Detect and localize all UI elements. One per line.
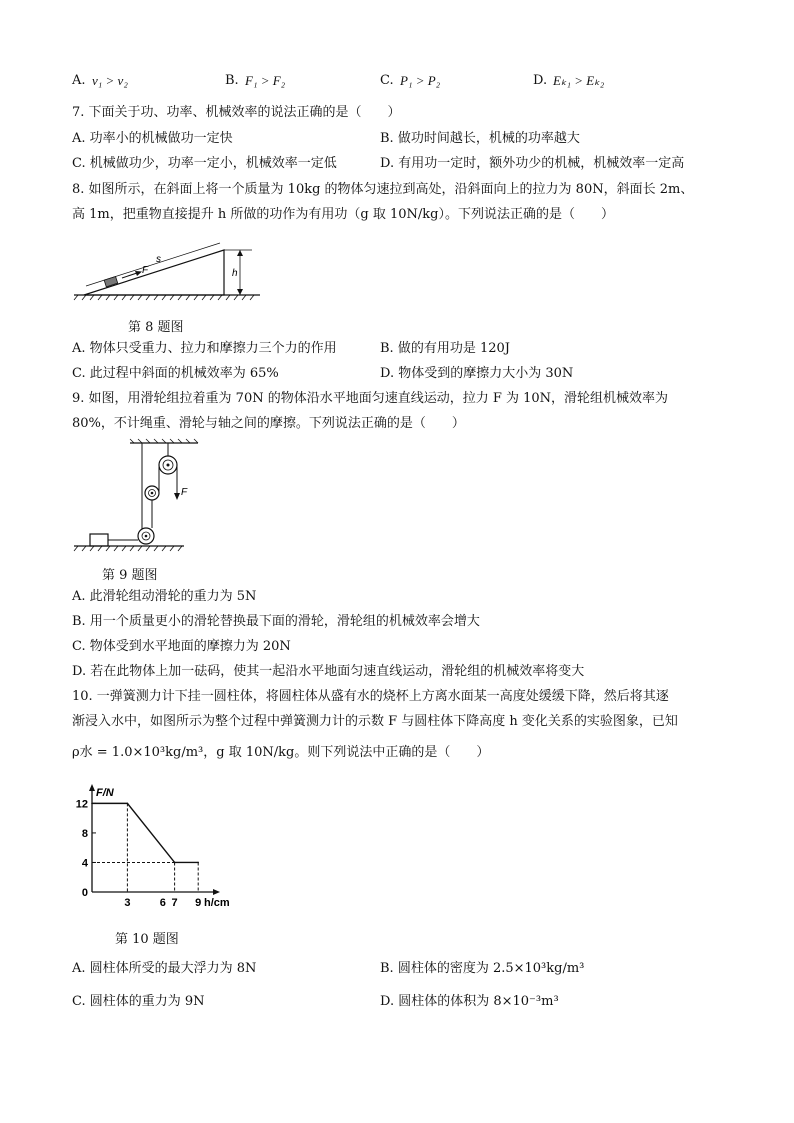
x-tick-label: 9 <box>195 897 202 909</box>
q6-option-d-text: Eₖ₁ > Eₖ₂ <box>553 73 605 88</box>
q8-option-c: C. 此过程中斜面的机械效率为 65% <box>72 366 279 381</box>
force-data-point <box>91 803 93 805</box>
x-axis-arrow <box>213 889 220 895</box>
q9-option-b: B. 用一个质量更小的滑轮替换最下面的滑轮，滑轮组的机械效率会增大 <box>72 614 480 629</box>
q9-figure-caption: 第 9 题图 <box>102 568 158 583</box>
q8-option-d: D. 物体受到的摩擦力大小为 30N <box>380 366 574 381</box>
y-axis-arrow <box>89 784 95 791</box>
x-tick-label: 6 <box>159 897 166 909</box>
q6-option-a-text: v₁ > v₂ <box>92 73 128 88</box>
q7-option-c: C. 机械做功少，功率一定小，机械效率一定低 <box>72 156 337 171</box>
force-series-line <box>92 803 198 862</box>
y-tick-label: 4 <box>81 857 88 870</box>
incline-wedge <box>84 250 224 295</box>
q8-option-a: A. 物体只受重力、拉力和摩擦力三个力的作用 <box>72 341 337 356</box>
incline-figure <box>72 240 262 302</box>
q10-stem-line2: 渐浸入水中，如图所示为整个过程中弹簧测力计的示数 F 与圆柱体下降高度 h 变化关系的实验图象，已知 <box>72 714 678 729</box>
q6-option-c-text: P₁ > P₂ <box>400 73 441 88</box>
force-data-point <box>174 862 176 864</box>
force-data-point <box>127 803 129 805</box>
q6-option-b-text: F₁ > F₂ <box>245 73 286 88</box>
q7-option-d: D. 有用功一定时，额外功少的机械，机械效率一定高 <box>380 156 685 171</box>
y-tick-label: 8 <box>81 827 88 840</box>
incline-label-f: F <box>142 265 149 276</box>
y-axis-label: F/N <box>96 787 114 799</box>
incline-label-s: s <box>156 254 161 265</box>
q9-stem-line2: 80%，不计绳重、滑轮与轴之间的摩擦。下列说法正确的是（ ） <box>72 416 465 431</box>
pulley-label-f: F <box>181 487 188 498</box>
q8-figure-caption: 第 8 题图 <box>128 320 184 335</box>
q8-option-b: B. 做的有用功是 120J <box>380 341 510 356</box>
q9-stem-line1: 9. 如图，用滑轮组拉着重为 70N 的物体沿水平地面匀速直线运动，拉力 F 为 10N，滑轮组机械效率为 <box>72 391 669 406</box>
q9-option-a: A. 此滑轮组动滑轮的重力为 5N <box>72 589 257 604</box>
q7-stem: 7. 下面关于功、功率、机械效率的说法正确的是（ ） <box>72 105 401 120</box>
incline-label-h: h <box>232 268 238 279</box>
q8-stem-line1: 8. 如图所示，在斜面上将一个质量为 10kg 的物体匀速拉到高处，沿斜面向上的拉力为 80N，斜面长 2m、 <box>72 182 694 197</box>
q6-option-c: C. <box>380 73 394 88</box>
q6-option-a: A. <box>72 73 86 88</box>
q6-option-d: D. <box>533 73 548 88</box>
q7-option-a: A. 功率小的机械做功一定快 <box>72 131 233 146</box>
q10-option-c: C. 圆柱体的重力为 9N <box>72 994 205 1009</box>
x-tick-label: 7 <box>171 897 178 909</box>
q10-figure-caption: 第 10 题图 <box>115 932 179 947</box>
q10-stem-line3: ρ水 = 1.0×10³kg/m³，g 取 10N/kg。则下列说法中正确的是（ ） <box>72 745 490 760</box>
q10-option-b: B. 圆柱体的密度为 2.5×10³kg/m³ <box>380 961 585 976</box>
q9-option-d: D. 若在此物体上加一砝码，使其一起沿水平地面匀速直线运动，滑轮组的机械效率将变大 <box>72 664 585 679</box>
q10-option-a: A. 圆柱体所受的最大浮力为 8N <box>72 961 257 976</box>
q9-option-c: C. 物体受到水平地面的摩擦力为 20N <box>72 639 291 654</box>
q7-option-b: B. 做功时间越长，机械的功率越大 <box>380 131 580 146</box>
x-axis-label: h/cm <box>204 897 230 909</box>
q8-stem-line2: 高 1m，把重物直接提升 h 所做的功作为有用功（g 取 10N/kg）。下列说法正确的是（ ） <box>72 207 614 222</box>
q10-option-d: D. 圆柱体的体积为 8×10⁻³m³ <box>380 994 559 1009</box>
q6-option-b: B. <box>225 73 239 88</box>
pulley-block <box>90 534 108 546</box>
force-data-point <box>197 862 199 864</box>
pulley-figure <box>72 438 202 554</box>
origin-label: 0 <box>81 887 88 899</box>
q10-stem-line1: 10. 一弹簧测力计下挂一圆柱体，将圆柱体从盛有水的烧杯上方离水面某一高度处缓缓下降，然后将其逐 <box>72 689 669 704</box>
x-tick-label: 3 <box>124 897 131 909</box>
y-tick-label: 12 <box>75 798 88 811</box>
force-height-chart <box>72 784 232 914</box>
